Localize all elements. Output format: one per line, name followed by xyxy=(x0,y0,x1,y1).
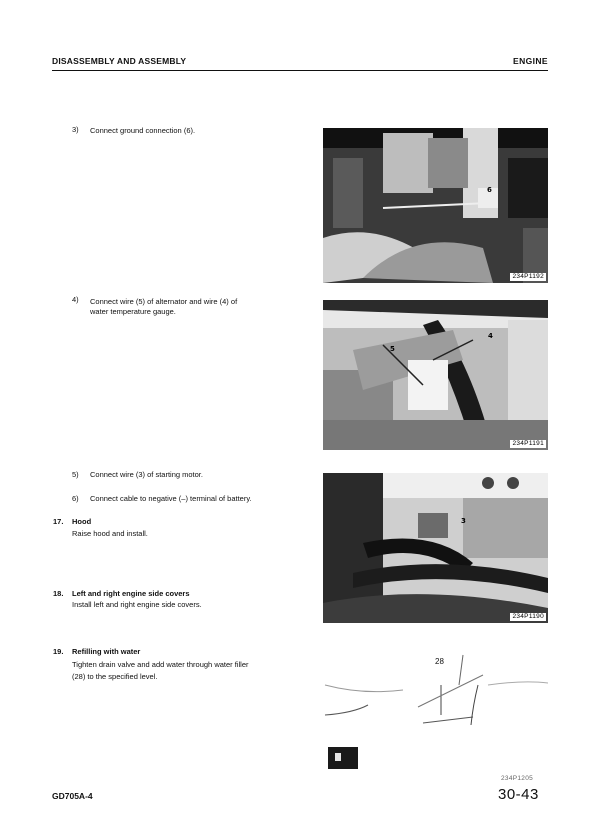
step-text: Connect wire (5) of alternator and wire (4) of xyxy=(90,297,238,306)
callout-label: 6 xyxy=(487,186,492,194)
engine-photo-starting-motor-wire xyxy=(323,473,548,623)
callout-label: 3 xyxy=(461,517,466,525)
figure-code: 234P1205 xyxy=(501,775,534,782)
figure-code: 234P1192 xyxy=(512,273,544,280)
callout-label: 5 xyxy=(390,345,395,353)
section-number: 17. xyxy=(53,517,64,526)
figure-code: 234P1191 xyxy=(512,440,544,447)
engine-photo-ground-connection xyxy=(323,128,548,283)
section-heading: Refilling with water xyxy=(72,647,141,656)
page-header xyxy=(52,56,548,71)
callout-label: 4 xyxy=(488,332,493,340)
section-number: 18. xyxy=(53,589,64,598)
chapter-title: ENGINE xyxy=(513,56,548,66)
step-number: 4) xyxy=(72,295,79,304)
section-number: 19. xyxy=(53,647,64,656)
model-number: GD705A-4 xyxy=(52,791,93,801)
engine-photo-alternator-wire xyxy=(323,300,548,450)
step-text: water temperature gauge. xyxy=(90,307,176,316)
step-text: Connect ground connection (6). xyxy=(90,126,196,135)
section-title: DISASSEMBLY AND ASSEMBLY xyxy=(52,56,187,66)
step-number: 3) xyxy=(72,125,79,134)
figure-code: 234P1190 xyxy=(512,613,544,620)
step-text: (28) to the specified level. xyxy=(72,672,158,681)
page-number: 30-43 xyxy=(498,786,539,803)
water-filler-illustration xyxy=(323,645,548,785)
step-number: 6) xyxy=(72,494,79,503)
step-text: Connect wire (3) of starting motor. xyxy=(90,470,203,479)
step-text: Install left and right engine side covers. xyxy=(72,600,202,609)
section-heading: Left and right engine side covers xyxy=(72,589,190,598)
step-text: Connect cable to negative (–) terminal of battery. xyxy=(90,494,252,503)
callout-label: 28 xyxy=(435,657,444,666)
section-heading: Hood xyxy=(72,517,92,526)
step-text: Raise hood and install. xyxy=(72,529,148,538)
step-text: Tighten drain valve and add water through water filler xyxy=(72,660,249,669)
step-number: 5) xyxy=(72,470,79,479)
